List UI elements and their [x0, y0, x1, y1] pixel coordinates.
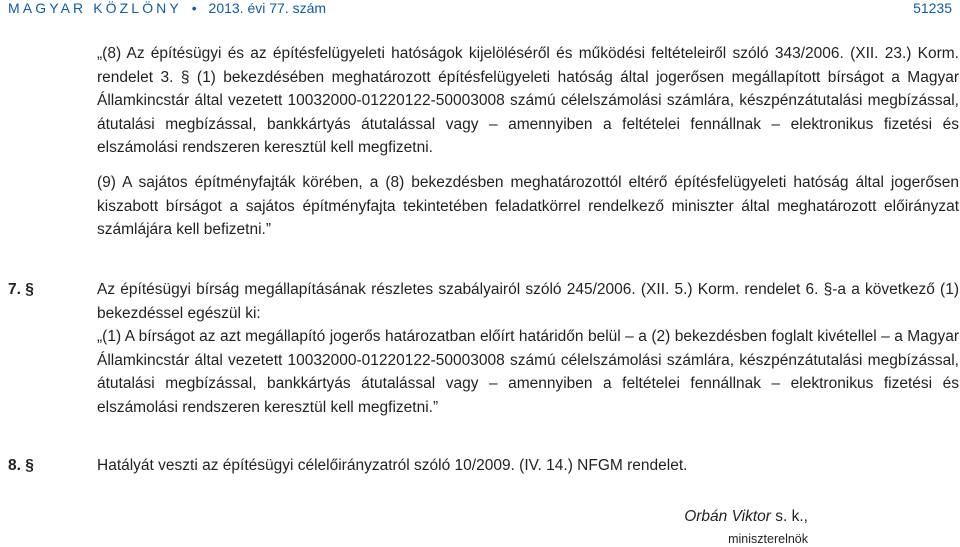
signer-line	[684, 507, 808, 527]
signer-suffix: s. k.,	[775, 508, 808, 525]
signer-name: Orbán Viktor	[684, 508, 771, 525]
journal-title: MAGYAR KÖZLÖNY	[8, 0, 182, 16]
signature-block	[684, 507, 808, 547]
section-body	[97, 454, 959, 478]
signer-title: miniszterelnök	[728, 532, 808, 546]
page-number: 51235	[913, 0, 952, 16]
section-text: Az építésügyi bírság megállapításának részletes szabályairól szóló 245/2006. (XII. 5.) Korm. rendelet 6. §-a a következő (1) bekezdéssel egészül ki:	[97, 281, 959, 322]
issue-label: 2013. évi 77. szám	[208, 0, 327, 16]
section-7	[8, 278, 959, 419]
paragraph-8	[97, 42, 959, 160]
paragraph-9	[97, 171, 959, 242]
section-8	[8, 454, 959, 478]
header-bullet: •	[191, 0, 197, 16]
paragraph-text: (9) A sajátos építményfajták körében, a (8) bekezdésben meghatározottól eltérő építésfelügyeleti hatóság által jogerősen kiszabott bírságot a sajátos építményfajta tekintetében feladatkörrel rendelkező miniszter által meghatározott előirányzat számlájára kell befizetni.”	[97, 174, 959, 238]
section-text: Hatályát veszti az építésügyi célelőirányzatról szóló 10/2009. (IV. 14.) NFGM rendelet.	[97, 457, 688, 474]
section-number: 8. §	[8, 457, 34, 474]
page-header	[8, 0, 952, 22]
section-number: 7. §	[8, 281, 34, 298]
paragraph-text: „(8) Az építésügyi és az építésfelügyeleti hatóságok kijelöléséről és működési feltételeiről szóló 343/2006. (XII. 23.) Korm. rendelet 3. § (1) bekezdésében meghatározott építésfelügyeleti hatóság által jogerősen megállapított bírságot a Magyar Államkincstár által vezetett 10032000-01220122-50003008 számú célelszámolási számlára, készpénzátutalási megbízással, átutalási megbízással, bankkártyás átutalással vagy – amennyiben a feltételei fennállnak – elektronikus fizetési és elszámolási rendszeren keresztül kell megfizetni.	[97, 45, 959, 156]
section-quote: „(1) A bírságot az azt megállapító jogerős határozatban előírt határidőn belül – a (2) bekezdésben foglalt kivétellel – a Magyar Államkincstár által vezetett 10032000-01220122-50003008 számú célelszámolási számlára, készpénzátutalási megbízással, átutalási megbízással, bankkártyás átutalással vagy – amennyiben a feltételei fennállnak – elektronikus fizetési és elszámolási rendszeren keresztül kell megfizetni.”	[97, 328, 959, 416]
header-left	[8, 0, 326, 16]
section-body	[97, 278, 959, 419]
